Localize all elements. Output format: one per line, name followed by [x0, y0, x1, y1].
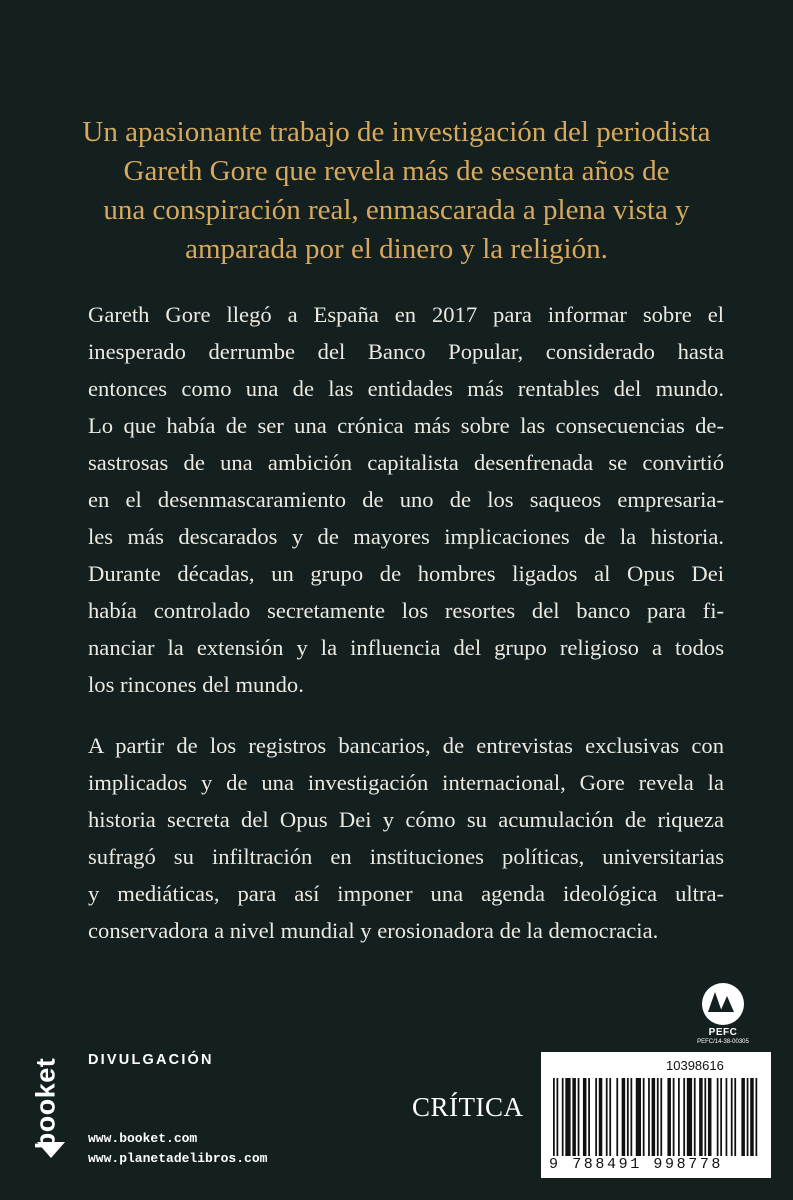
- barcode-bar: [606, 1078, 608, 1156]
- barcode-bar: [588, 1078, 590, 1156]
- pefc-certification: [695, 983, 751, 1045]
- pefc-code: PEFC/14-38-00305: [697, 1039, 749, 1045]
- text-line: Durante décadas, un grupo de hombres ligados al Opus Dei: [88, 561, 724, 586]
- barcode-bar: [636, 1078, 641, 1156]
- barcode-icon: [553, 1078, 759, 1156]
- barcode-panel: [541, 1052, 771, 1178]
- barcode-bar: [553, 1078, 555, 1156]
- barcode-bar: [747, 1078, 749, 1156]
- barcode-bar: [704, 1078, 706, 1156]
- barcode-bar: [657, 1078, 659, 1156]
- barcode-bar: [673, 1078, 675, 1156]
- barcode-bar: [599, 1078, 603, 1156]
- barcode-bar: [717, 1078, 719, 1156]
- publisher-logo: CRÍTICA: [412, 1092, 524, 1122]
- text-line: y mediáticas, para así imponer una agenda ideológica ultra-: [88, 881, 724, 906]
- text-line: sufragó su infiltración en instituciones políticas, universitarias: [88, 844, 724, 869]
- barcode-bar: [583, 1078, 587, 1156]
- barcode-bar: [726, 1078, 728, 1156]
- text-line: les más descarados y de mayores implicaciones de la historia.: [88, 524, 724, 549]
- pefc-trees-icon: [702, 983, 744, 1025]
- tagline-line: amparada por el dinero y la religión.: [185, 233, 608, 265]
- text-line: Gareth Gore llegó a España en 2017 para informar sobre el: [88, 302, 724, 327]
- tagline-line: Un apasionante trabajo de investigación del periodista: [82, 116, 711, 148]
- barcode-bar: [699, 1078, 703, 1156]
- tagline: [60, 113, 733, 269]
- barcode-bar: [720, 1078, 722, 1156]
- barcode-bar: [660, 1078, 662, 1156]
- synopsis-paragraph-1: [88, 296, 724, 703]
- barcode-bar: [750, 1078, 754, 1156]
- barcode-bar: [630, 1078, 632, 1156]
- tagline-line: Gareth Gore que revela más de sesenta años de: [123, 155, 670, 187]
- barcode-bar: [565, 1078, 570, 1156]
- barcode-bar: [643, 1078, 645, 1156]
- text-line: entonces como una de las entidades más rentables del mundo.: [88, 376, 724, 401]
- barcode-bar: [683, 1078, 685, 1156]
- barcode-bar: [572, 1078, 576, 1156]
- websites: [88, 1129, 267, 1169]
- barcode-bar: [755, 1078, 757, 1156]
- text-line: nanciar la extensión y la influencia del grupo religioso a todos: [88, 635, 724, 660]
- website-link[interactable]: www.booket.com: [88, 1131, 198, 1146]
- barcode-bar: [741, 1078, 745, 1156]
- synopsis-paragraph-2: [88, 727, 724, 949]
- text-line: había controlado secretamente los resortes del banco para fi-: [88, 598, 724, 623]
- barcode-bar: [557, 1078, 559, 1156]
- text-line: inesperado derrumbe del Banco Popular, considerado hasta: [88, 339, 724, 364]
- barcode-bar: [731, 1078, 733, 1156]
- booket-tag-icon: [37, 1142, 65, 1158]
- barcode-bar: [595, 1078, 597, 1156]
- booket-logo-text: booket: [30, 1057, 61, 1150]
- barcode-bar: [562, 1078, 564, 1156]
- text-line: historia secreta del Opus Dei y cómo su acumulación de riqueza: [88, 807, 724, 832]
- text-line: Lo que había de ser una crónica más sobre las consecuencias de-: [88, 413, 724, 438]
- barcode-bar: [609, 1078, 611, 1156]
- booket-logo: [16, 1050, 72, 1156]
- barcode-bar: [648, 1078, 650, 1156]
- text-line: A partir de los registros bancarios, de entrevistas exclusivas con: [88, 733, 724, 758]
- tree-shape: [720, 996, 734, 1012]
- text-line: los rincones del mundo.: [88, 672, 304, 697]
- barcode-bar: [616, 1078, 618, 1156]
- barcode-bar: [678, 1078, 680, 1156]
- category-label: DIVULGACIÓN: [88, 1052, 214, 1068]
- text-line: implicados y de una investigación internacional, Gore revela la: [88, 770, 724, 795]
- barcode-bar: [622, 1078, 626, 1156]
- text-line: conservadora a nivel mundial y erosionadora de la democracia.: [88, 918, 659, 943]
- text-line: en el desenmascaramiento de uno de los saqueos empresaria-: [88, 487, 724, 512]
- tagline-line: una conspiración real, enmascarada a plena vista y: [103, 194, 690, 226]
- barcode-bar: [652, 1078, 656, 1156]
- pefc-label: PEFC: [708, 1027, 738, 1038]
- barcode-bar: [627, 1078, 629, 1156]
- barcode-bar: [734, 1078, 736, 1156]
- barcode-bar: [667, 1078, 671, 1156]
- barcode-bar: [578, 1078, 580, 1156]
- barcode-bar: [694, 1078, 696, 1156]
- barcode-bar: [687, 1078, 692, 1156]
- barcode-internal-number: 10398616: [666, 1058, 724, 1073]
- barcode-bar: [708, 1078, 712, 1156]
- text-line: sastrosas de una ambición capitalista desenfrenada se convirtió: [88, 450, 724, 475]
- website-link[interactable]: www.planetadelibros.com: [88, 1151, 268, 1166]
- barcode-digits: 9 788491 998778: [549, 1156, 724, 1173]
